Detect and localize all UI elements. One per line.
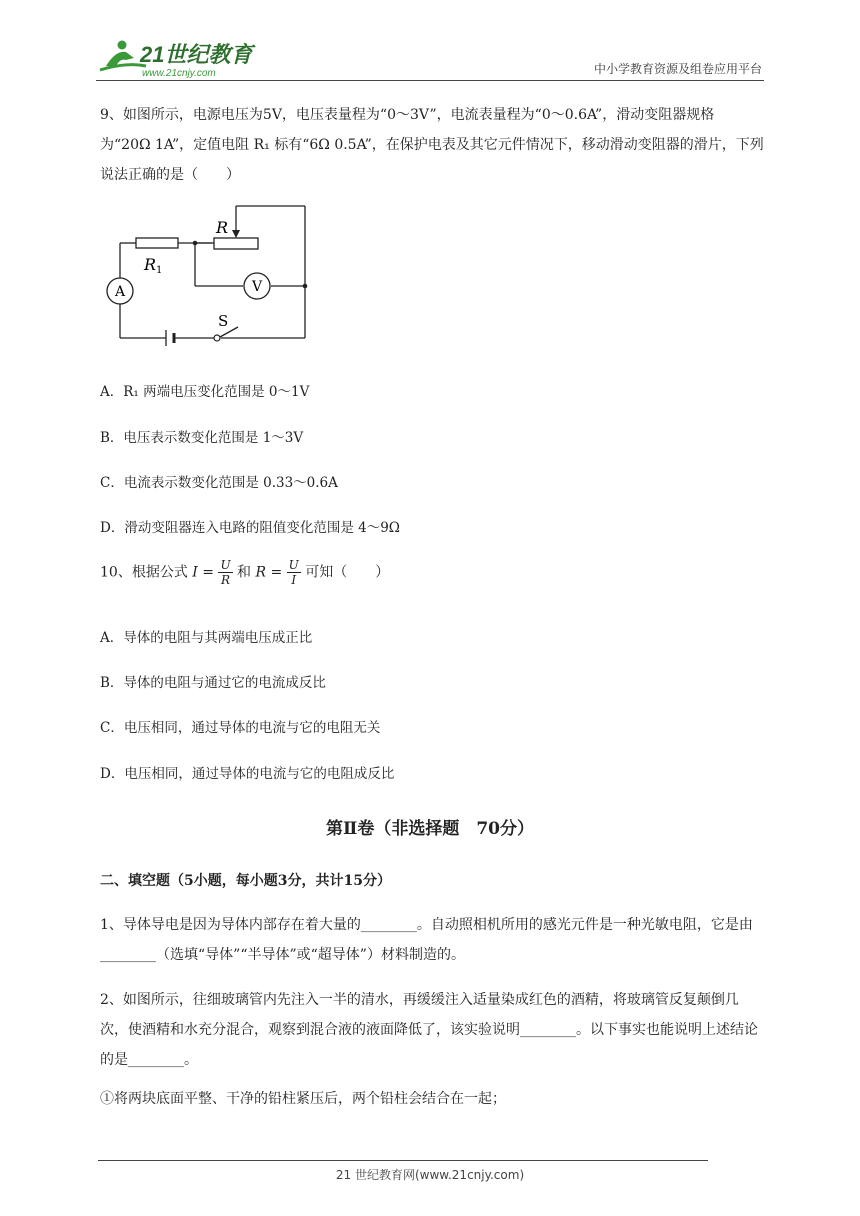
logo-text: 21世纪教育 xyxy=(140,42,253,67)
question-10-stem xyxy=(100,558,389,587)
q10-formula2-fraction xyxy=(287,558,301,587)
logo-mark-icon xyxy=(96,36,266,80)
q9-option-c: C．电流表示数变化范围是 0.33～0.6A xyxy=(100,475,338,491)
fill-question-2: 2、如图所示，往细玻璃管内先注入一半的清水，再缓缓注入适量染成红色的酒精，将玻璃管反复颠倒几次，使酒精和水充分混合，观察到混合液的液面降低了，该实验说明________。以下事实也能说明上述结论的是________。 xyxy=(100,992,758,1068)
site-logo xyxy=(96,36,266,80)
fill-question-1: 1、导体导电是因为导体内部存在着大量的________。自动照相机所用的感光元件是一种光敏电阻，它是由________（选填“导体”“半导体”或“超导体”）材料制造的。 xyxy=(100,917,753,963)
q10-option-c: C．电压相同，通过导体的电流与它的电阻无关 xyxy=(100,720,381,736)
rheostat-label: R xyxy=(216,218,229,237)
circuit-diagram xyxy=(100,198,320,350)
q9-option-a: A．R₁ 两端电压变化范围是 0～1V xyxy=(100,384,310,400)
voltmeter-label: V xyxy=(251,279,263,295)
q10-formula1-denominator: R xyxy=(220,573,231,587)
footer-divider xyxy=(98,1160,708,1161)
q10-formula1-lhs: I = xyxy=(192,564,214,581)
q10-suffix: 可知（ ） xyxy=(305,564,390,581)
footer-text: 21 世纪教育网(www.21cnjy.com) xyxy=(335,1168,525,1182)
q10-formula2-lhs: R = xyxy=(255,564,283,581)
section-2-title: 第Ⅱ卷（非选择题 70分） xyxy=(326,819,534,839)
q9-option-d: D．滑动变阻器连入电路的阻值变化范围是 4～9Ω xyxy=(100,520,400,536)
q10-option-a: A．导体的电阻与其两端电压成正比 xyxy=(100,630,313,646)
q10-option-b: B．导体的电阻与通过它的电流成反比 xyxy=(100,675,326,691)
q10-formula2-denominator: I xyxy=(291,573,297,587)
circuit-svg xyxy=(100,198,320,350)
platform-label: 中小学教育资源及组卷应用平台 xyxy=(593,62,762,76)
resistor-r1-label: R xyxy=(144,255,157,274)
resistor-r1-subscript: 1 xyxy=(156,265,163,276)
question-9-stem: 9、如图所示，电源电压为5V，电压表量程为“0～3V”，电流表量程为“0～0.6A”，滑动变阻器规格为“20Ω 1A”，定值电阻 R₁ 标有“6Ω 0.5A”，在保护电表及其它元件情况下，移动滑动变阻器的滑片，下列说法正确的是（ ） xyxy=(100,107,764,183)
switch-label: S xyxy=(218,312,229,330)
q10-conjunction: 和 xyxy=(237,564,252,581)
q9-option-b: B．电压表示数变化范围是 1～3V xyxy=(100,430,304,446)
q10-prefix: 10、根据公式 xyxy=(100,564,188,581)
q10-formula1-numerator: U xyxy=(220,558,231,572)
header-divider xyxy=(96,80,764,81)
q10-formula1-fraction xyxy=(218,558,232,587)
logo-url: www.21cnjy.com xyxy=(142,68,216,79)
section-2-subtitle: 二、填空题（5小题，每小题3分，共计15分） xyxy=(100,873,391,889)
q10-formula2-numerator: U xyxy=(288,558,299,572)
ammeter-label: A xyxy=(114,284,126,300)
q10-option-d: D．电压相同，通过导体的电流与它的电阻成反比 xyxy=(100,766,395,782)
fill-question-2-item-1: ①将两块底面平整、干净的铅柱紧压后，两个铅柱会结合在一起； xyxy=(100,1091,506,1107)
